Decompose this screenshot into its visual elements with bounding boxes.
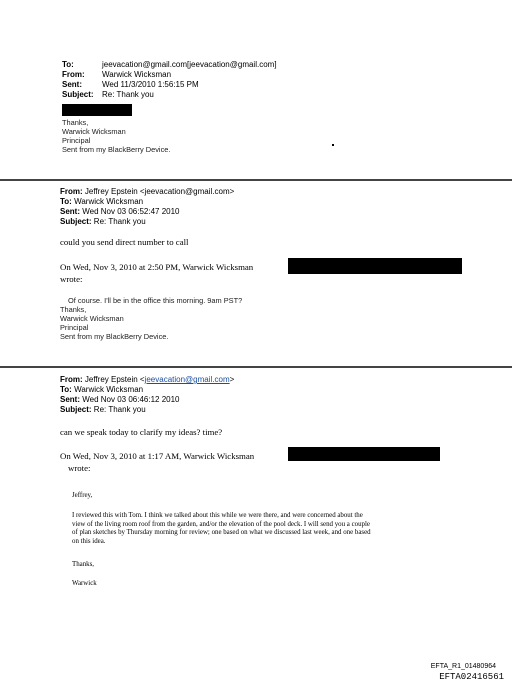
scan-speck — [332, 144, 334, 146]
letter-thanks: Thanks, — [72, 561, 95, 568]
sent-value: Wed Nov 03 06:46:12 2010 — [82, 395, 180, 404]
email1-signature — [62, 118, 170, 154]
from-label: From: — [62, 70, 85, 79]
quote-line: Sent from my BlackBerry Device. — [60, 332, 169, 341]
subject-label: Subject: — [62, 90, 94, 99]
sent-label: Sent: — [60, 207, 80, 216]
paragraph-line: on this idea. — [72, 537, 106, 545]
redaction-block — [288, 258, 462, 274]
bates-id-2: EFTA02416561 — [439, 672, 504, 682]
to-value: Warwick Wicksman — [74, 197, 144, 206]
email1-header — [62, 60, 277, 100]
subject-value: Re: Thank you — [93, 217, 146, 226]
paragraph-line: I reviewed this with Tom. I think we talked about this while we were there, and were concerned about the — [72, 512, 363, 519]
subject-value: Re: Thank you — [93, 405, 146, 414]
sent-label: Sent: — [60, 395, 80, 404]
from-close: > — [229, 375, 235, 384]
to-value: jeevacation@gmail.com[jeevacation@gmail.com] — [102, 60, 277, 69]
to-label: To: — [62, 60, 74, 69]
from-label: From: — [60, 375, 83, 384]
email2-quote-intro: On Wed, Nov 3, 2010 at 2:50 PM, Warwick Wicksman — [60, 262, 254, 272]
signature-line: Thanks, — [62, 118, 89, 127]
subject-label: Subject: — [60, 217, 92, 226]
redaction-block — [62, 104, 132, 116]
letter-greeting: Jeffrey, — [72, 492, 93, 499]
sent-value: Wed 11/3/2010 1:56:15 PM — [102, 80, 199, 89]
from-name: Jeffrey Epstein < — [84, 375, 145, 384]
divider — [0, 366, 512, 368]
letter-paragraph — [72, 512, 371, 546]
email3-message: can we speak today to clarify my ideas? time? — [60, 427, 223, 437]
sent-label: Sent: — [62, 80, 82, 89]
email2-quote-wrote: wrote: — [60, 274, 83, 284]
letter-signoff: Warwick — [72, 580, 97, 587]
redaction-block — [288, 447, 440, 461]
to-value: Warwick Wicksman — [74, 385, 144, 394]
email2-quoted-text — [60, 296, 242, 341]
quote-line: Principal — [60, 323, 89, 332]
email3-header — [60, 375, 234, 415]
quote-line: Thanks, — [60, 305, 87, 314]
divider — [0, 179, 512, 181]
paragraph-line: view of the living room roof from the garden, and/or the elevation of the pool deck. I will send you a couple — [72, 520, 370, 528]
sent-value: Wed Nov 03 06:52:47 2010 — [82, 207, 180, 216]
signature-line: Principal — [62, 136, 91, 145]
from-value: Jeffrey Epstein <jeevacation@gmail.com> — [84, 187, 235, 196]
quote-line: Warwick Wicksman — [60, 314, 124, 323]
email-link[interactable]: jeevacation@gmail.com — [144, 375, 230, 384]
email3-quote-wrote: wrote: — [68, 463, 91, 473]
from-label: From: — [60, 187, 83, 196]
subject-label: Subject: — [60, 405, 92, 414]
paragraph-line: of plan sketches by Thursday morning for review; one based on what we discussed last week, and one based — [72, 529, 371, 536]
quote-line: Of course. I'll be in the office this morning. 9am PST? — [68, 296, 243, 305]
signature-line: Warwick Wicksman — [62, 127, 126, 136]
subject-value: Re: Thank you — [102, 90, 154, 99]
to-label: To: — [60, 385, 72, 394]
from-value: Warwick Wicksman — [102, 70, 172, 79]
bates-id-1: EFTA_R1_01480964 — [430, 663, 496, 670]
email2-message: could you send direct number to call — [60, 237, 189, 247]
to-label: To: — [60, 197, 72, 206]
email3-quote-intro: On Wed, Nov 3, 2010 at 1:17 AM, Warwick Wicksman — [60, 451, 255, 461]
signature-line: Sent from my BlackBerry Device. — [62, 145, 171, 154]
email2-header — [60, 187, 234, 227]
